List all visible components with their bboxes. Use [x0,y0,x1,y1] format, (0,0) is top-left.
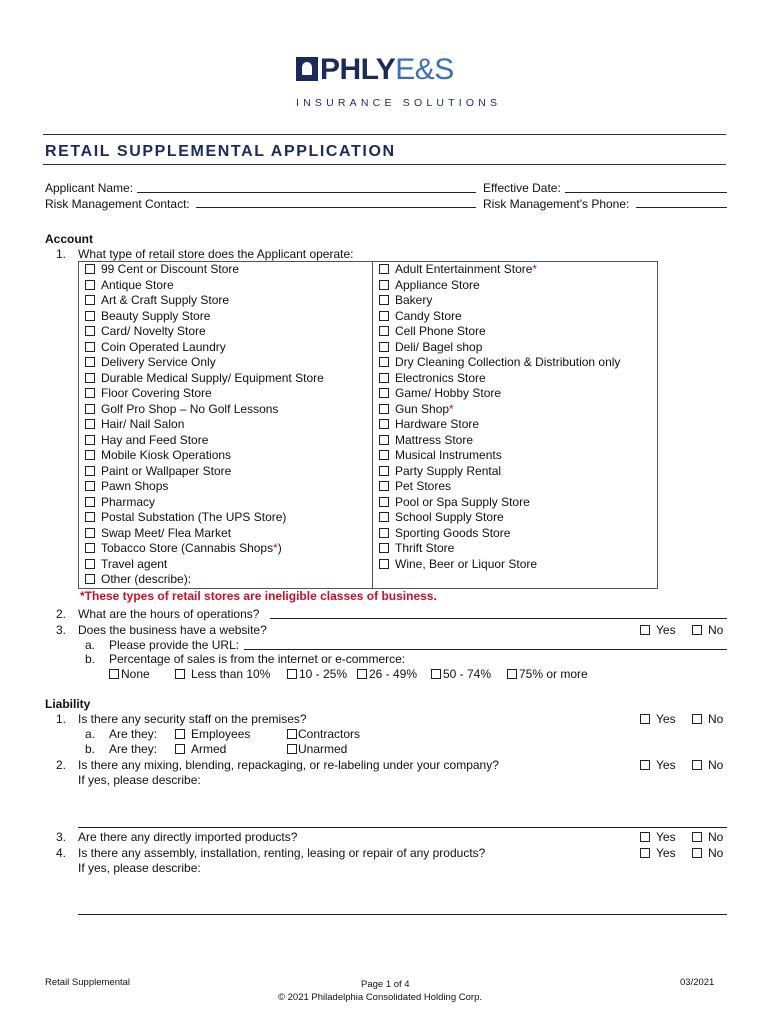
checkbox[interactable] [85,481,95,491]
website-no[interactable]: No [692,623,723,637]
checkbox[interactable] [85,528,95,538]
question-number: 4. [56,846,67,860]
store-option-label: Party Supply Rental [395,463,502,478]
footer-page-number: Page 1 of 4 [361,979,410,990]
store-option-label: Hardware Store [395,417,480,431]
checkbox[interactable] [85,342,95,352]
checkbox[interactable] [379,342,389,352]
store-option[interactable] [85,324,206,339]
checkbox[interactable] [692,714,702,724]
account-q3b: Percentage of sales is from the internet or e-commerce: [109,652,406,666]
liberty-bell-icon [296,57,318,81]
store-option[interactable] [85,464,231,479]
store-option[interactable] [379,526,510,541]
store-option-label: Bakery [395,293,433,307]
sales-percentage-option[interactable] [431,667,491,681]
checkbox[interactable] [692,625,702,635]
title-top-rule [43,134,726,135]
store-option-label: Sporting Goods Store [395,525,511,540]
store-option-label: Cell Phone Store [395,324,486,338]
store-option[interactable] [85,557,167,572]
assembly-yes[interactable]: Yes [640,846,676,860]
store-option[interactable] [379,557,537,572]
applicant-name-label: Applicant Name: [45,181,134,195]
liability-q1a: Are they: [109,727,158,741]
account-q3a: Please provide the URL: [109,638,240,652]
checkbox[interactable] [85,435,95,445]
store-option-label: Dry Cleaning Collection & Distribution only [395,355,621,369]
checkbox[interactable] [379,559,389,569]
checkbox[interactable] [379,419,389,429]
store-option[interactable] [85,479,168,494]
store-option-label: Paint or Wallpaper Store [101,463,232,478]
ineligible-asterisk: * [449,401,454,416]
store-option-label: Musical Instruments [395,448,502,462]
store-option[interactable] [85,572,191,587]
checkbox[interactable] [175,729,185,739]
store-option[interactable] [379,262,537,277]
store-option-label: Candy Store [395,308,462,323]
checkbox[interactable] [379,404,389,414]
store-option[interactable] [85,526,231,541]
store-option[interactable] [379,293,432,308]
store-option-label: Game/ Hobby Store [395,386,502,400]
store-option[interactable] [379,309,462,324]
store-option[interactable] [379,386,501,401]
checkbox[interactable] [175,744,185,754]
store-option-label: Pet Stores [395,479,452,493]
store-option[interactable] [379,355,620,370]
mixing-yes[interactable]: Yes [640,758,676,772]
checkbox[interactable] [692,760,702,770]
account-q3: Does the business have a website? [78,623,267,637]
store-option[interactable] [379,371,486,386]
checkbox[interactable] [85,326,95,336]
sales-percentage-option[interactable] [507,667,588,681]
footer-copyright: © 2021 Philadelphia Consolidated Holding Corp. [278,992,482,1003]
store-option[interactable] [85,340,226,355]
store-option-label: Beauty Supply Store [101,308,211,323]
checkbox[interactable] [640,832,650,842]
store-option[interactable] [379,324,486,339]
store-option[interactable] [85,417,184,432]
footer-form-name: Retail Supplemental [45,977,131,988]
store-option[interactable] [85,402,278,417]
store-option-label: Mattress Store [395,432,474,447]
checkbox[interactable] [85,357,95,367]
store-option-label: 99 Cent or Discount Store [101,262,240,276]
liability-q1: Is there any security staff on the premises? [78,712,307,726]
store-option-label: Other (describe): [101,572,192,586]
store-option-label: Gun Shop [395,401,450,416]
security-yes[interactable]: Yes [640,712,676,726]
store-option-label: Postal Substation (The UPS Store) [101,510,287,524]
checkbox[interactable] [379,295,389,305]
url-field[interactable] [244,649,727,650]
question-number: 1. [56,247,67,261]
store-option[interactable] [379,495,530,510]
risk-phone-field[interactable] [636,207,727,208]
sub-letter: a. [85,638,96,652]
risk-phone-label: Risk Management's Phone: [483,197,630,211]
ineligible-asterisk: * [532,262,538,276]
checkbox[interactable] [287,729,297,739]
checkbox[interactable] [379,326,389,336]
store-option-label: Travel agent [101,556,168,571]
hours-field[interactable] [270,618,727,619]
liability-q3: Are there any directly imported products? [78,830,298,844]
liability-q1b: Are they: [109,742,158,756]
account-heading: Account [45,232,93,246]
checkbox[interactable] [379,311,389,321]
assembly-no[interactable]: No [692,846,723,860]
checkbox[interactable] [379,528,389,538]
sales-percentage-label: Less than 10% [191,667,271,681]
sales-percentage-option[interactable] [357,667,417,681]
store-option-label: Delivery Service Only [101,355,216,369]
store-option-label: Mobile Kiosk Operations [101,448,232,462]
store-option-label: Hay and Feed Store [101,432,209,447]
question-number: 2. [56,607,67,621]
store-option-label: Swap Meet/ Flea Market [101,525,232,540]
liability-q2-follow: If yes, please describe: [78,773,201,787]
page-title: RETAIL SUPPLEMENTAL APPLICATION [45,143,396,160]
checkbox[interactable] [85,373,95,383]
security-no[interactable]: No [692,712,723,726]
store-option[interactable] [379,278,480,293]
store-option[interactable] [85,293,229,308]
store-option[interactable] [85,262,239,277]
sales-percentage-option[interactable] [109,667,150,681]
checkbox[interactable] [640,848,650,858]
checkbox[interactable] [357,669,367,679]
store-option-label: Appliance Store [395,277,480,292]
store-option[interactable] [379,510,504,525]
question-number: 1. [56,712,67,726]
store-type-divider [372,262,373,588]
title-bottom-rule [43,164,726,165]
checkbox[interactable] [640,760,650,770]
store-option-label: Art & Craft Supply Store [101,293,230,307]
checkbox[interactable] [85,311,95,321]
sub-letter: a. [85,727,96,741]
sales-percentage-option[interactable] [175,667,270,681]
checkbox[interactable] [692,832,702,842]
logo-subtitle: INSURANCE SOLUTIONS [296,97,502,109]
checkbox[interactable] [85,450,95,460]
closing-paren: ) [277,541,282,555]
ineligible-note: *These types of retail stores are ineligible classes of business. [80,589,437,603]
checkbox[interactable] [85,497,95,507]
store-option[interactable] [85,541,282,556]
store-option[interactable] [379,417,479,432]
unarmed-option[interactable]: Unarmed [287,742,347,756]
checkbox[interactable] [85,419,95,429]
assembly-describe-field[interactable] [78,914,727,915]
account-q2: What are the hours of operations? [78,607,260,621]
store-option-label: Thrift Store [395,541,455,555]
checkbox[interactable] [85,543,95,553]
sub-letter: b. [85,742,96,756]
store-option-label: Adult Entertainment Store [395,262,533,276]
store-option[interactable] [85,448,231,463]
store-option[interactable] [379,541,454,556]
store-option[interactable] [85,495,155,510]
store-option[interactable] [379,464,501,479]
store-option[interactable] [379,340,482,355]
checkbox[interactable] [507,669,517,679]
store-option[interactable] [379,479,451,494]
checkbox[interactable] [85,295,95,305]
liability-heading: Liability [45,697,91,711]
sales-percentage-label: None [121,667,150,681]
account-q1: What type of retail store does the Applicant operate: [78,247,354,261]
store-option-label: Coin Operated Laundry [101,339,226,354]
checkbox[interactable] [85,404,95,414]
liability-q2: Is there any mixing, blending, repackaging, or re-labeling under your company? [78,758,499,772]
store-option-label: Golf Pro Shop – No Golf Lessons [101,401,279,416]
logo: PHLYE&S [296,55,454,85]
applicant-name-field[interactable] [137,192,476,193]
store-option-label: School Supply Store [395,510,504,524]
checkbox[interactable] [175,669,185,679]
store-option[interactable] [85,355,216,370]
store-option-label: Floor Covering Store [101,386,212,400]
risk-contact-label: Risk Management Contact: [45,197,190,211]
store-option-label: Electronics Store [395,370,486,385]
checkbox[interactable] [85,388,95,398]
checkbox[interactable] [431,669,441,679]
sales-percentage-label: 26 - 49% [369,667,418,681]
store-option[interactable] [379,448,502,463]
checkbox[interactable] [85,280,95,290]
store-option-label: Antique Store [101,277,174,292]
store-option-label: Wine, Beer or Liquor Store [395,556,538,571]
store-option-label: Pharmacy [101,494,156,509]
checkbox[interactable] [379,512,389,522]
footer-date: 03/2021 [680,977,715,988]
store-option[interactable] [85,510,286,525]
imported-no[interactable]: No [692,830,723,844]
sales-percentage-option[interactable] [287,667,347,681]
checkbox[interactable] [379,543,389,553]
checkbox[interactable] [85,512,95,522]
liability-q4-follow: If yes, please describe: [78,861,201,875]
checkbox[interactable] [640,714,650,724]
mixing-no[interactable]: No [692,758,723,772]
checkbox[interactable] [287,744,297,754]
checkbox[interactable] [85,466,95,476]
store-option[interactable] [85,309,210,324]
liability-q4: Is there any assembly, installation, renting, leasing or repair of any products? [78,846,486,860]
store-option-label: Card/ Novelty Store [101,324,206,338]
checkbox[interactable] [692,848,702,858]
checkbox[interactable] [85,574,95,584]
checkbox[interactable] [379,264,389,274]
store-option[interactable] [85,371,324,386]
checkbox[interactable] [379,497,389,507]
store-option[interactable] [379,433,473,448]
mixing-describe-field[interactable] [78,827,727,828]
store-option-label: Pool or Spa Supply Store [395,494,530,509]
ineligible-asterisk: * [273,541,278,555]
checkbox[interactable] [379,481,389,491]
question-number: 3. [56,623,67,637]
store-option[interactable] [85,278,174,293]
store-option-label: Deli/ Bagel shop [395,339,483,354]
checkbox[interactable] [379,280,389,290]
checkbox[interactable] [109,669,119,679]
store-option[interactable] [85,386,212,401]
store-option-label: Hair/ Nail Salon [101,417,185,431]
armed-option[interactable]: Armed [175,742,226,756]
question-number: 3. [56,830,67,844]
checkbox[interactable] [85,559,95,569]
effective-date-field[interactable] [565,192,727,193]
checkbox[interactable] [379,373,389,383]
checkbox[interactable] [379,435,389,445]
store-option[interactable] [85,433,208,448]
question-number: 2. [56,758,67,772]
store-option[interactable] [379,402,454,417]
sub-letter: b. [85,652,96,666]
contractors-option[interactable]: Contractors [287,727,360,741]
store-option-label: Durable Medical Supply/ Equipment Store [101,370,324,385]
checkbox[interactable] [85,264,95,274]
sales-percentage-label: 50 - 74% [443,667,492,681]
store-option-label: Pawn Shops [101,479,169,493]
sales-percentage-label: 10 - 25% [299,667,348,681]
website-yes[interactable]: Yes [640,623,676,637]
employees-option[interactable]: Employees [175,727,250,741]
checkbox[interactable] [379,388,389,398]
effective-date-label: Effective Date: [483,181,561,195]
checkbox[interactable] [287,669,297,679]
checkbox[interactable] [379,450,389,460]
risk-contact-field[interactable] [196,207,476,208]
sales-percentage-label: 75% or more [519,667,588,681]
checkbox[interactable] [640,625,650,635]
imported-yes[interactable]: Yes [640,830,676,844]
checkbox[interactable] [379,466,389,476]
checkbox[interactable] [379,357,389,367]
store-option-label: Tobacco Store (Cannabis Shops [101,541,274,555]
